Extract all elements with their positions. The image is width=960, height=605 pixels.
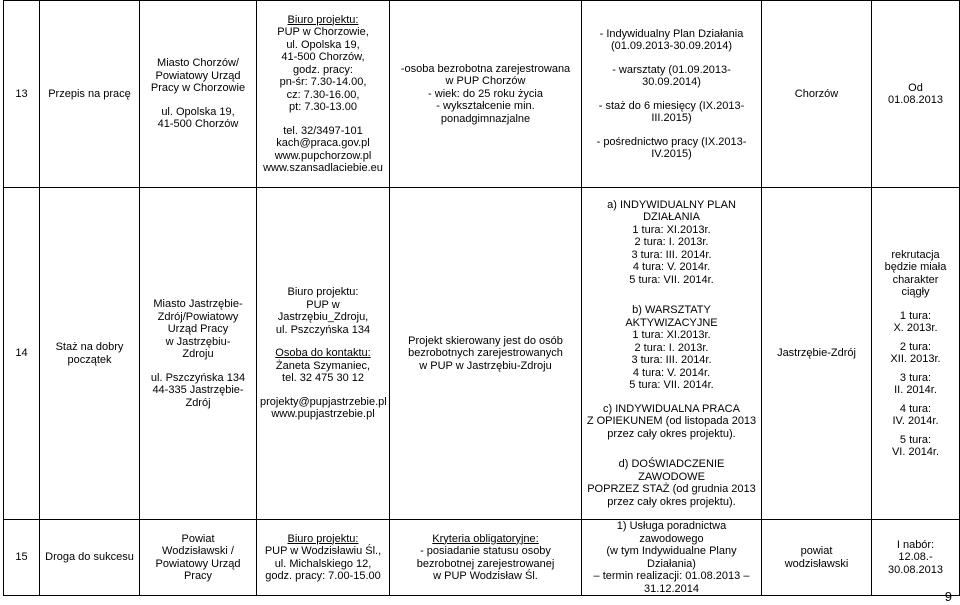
target-group: Kryteria obligatoryjne: - posiadanie statusu osoby bezrobotnej zarejestrowanej w PUP Wodzisław Śl. [390, 520, 582, 596]
row-number: 14 [4, 188, 40, 520]
table-row [4, 188, 960, 520]
area: powiat wodzisławski [762, 520, 872, 596]
project-office: Biuro projektu: PUP w Wodzisławiu Śl., ul. Michalskiego 12, godz. pracy: 7.00-15.00 [257, 520, 390, 596]
page-number: 9 [944, 589, 952, 604]
period: I nabór: 12.08.- 30.08.2013 [872, 520, 960, 596]
organization: Miasto Chorzów/ Powiatowy Urząd Pracy w Chorzowie ul. Opolska 19, 41-500 Chorzów [140, 1, 257, 188]
area: Chorzów [762, 1, 872, 188]
support-forms: a) INDYWIDUALNY PLAN DZIAŁANIA 1 tura: XI.2013r. 2 tura: I. 2013r. 3 tura: III. 2014r. 4 tura: V. 2014r. 5 tura: VII. 2014r. b) WARSZTATY AKTYWIZACYJNE 1 tura: XI.2013r. 2 tura: I. 2013r. 3 tura: III. 2014r. 4 tura: V. 2014r. 5 tura: VII. 2014r. c) INDYWIDUALNA PRACA Z OPIEKUNEM (od listopada 2013 przez cały okres projektu). d) DOŚWIADCZENIE ZAWODOWE POPRZEZ STAŻ (od grudnia 2013 przez cały okres projektu). [582, 188, 762, 520]
target-group: -osoba bezrobotna zarejestrowana w PUP Chorzów - wiek: do 25 roku życia - wykształcenie min. ponadgimnazjalne [390, 1, 582, 188]
project-office: Biuro projektu: PUP w Jastrzębiu_Zdroju, ul. Pszczyńska 134 Osoba do kontaktu: Żaneta Szymaniec, tel. 32 475 30 12 projekty@pupjastrzebie.pl www.pupjastrzebie.pl [257, 188, 390, 520]
period: Od 01.08.2013 [872, 1, 960, 188]
support-forms: 1) Usługa poradnictwa zawodowego (w tym Indywidualne Plany Działania) – termin realizacji: 01.08.2013 – 31.12.2014 [582, 520, 762, 596]
support-forms: - Indywidualny Plan Działania (01.09.2013-30.09.2014) - warsztaty (01.09.2013-30.09.2014) - staż do 6 miesięcy (IX.2013-III.2015) - pośrednictwo pracy (IX.2013-IV.2015) [582, 1, 762, 188]
table-row [4, 520, 960, 596]
table-row [4, 1, 960, 188]
project-office: Biuro projektu: PUP w Chorzowie, ul. Opolska 19, 41-500 Chorzów, godz. pracy: pn-śr: 7.30-14.00, cz: 7.30-16.00, pt: 7.30-13.00 tel. 32/3497-101 kach@praca.gov.pl www.pupchorzow.pl www.szansadlaciebie.eu [257, 1, 390, 188]
area: Jastrzębie-Zdrój [762, 188, 872, 520]
period: rekrutacja będzie miała charakter ciągły 1 tura: X. 2013r. 2 tura: XII. 2013r. 3 tura: II. 2014r. 4 tura: IV. 2014r. 5 tura: VI. 2014r. [872, 188, 960, 520]
target-group: Projekt skierowany jest do osób bezrobotnych zarejestrowanych w PUP w Jastrzębiu-Zdroju [390, 188, 582, 520]
row-number: 15 [4, 520, 40, 596]
project-name: Przepis na pracę [40, 1, 140, 188]
row-number: 13 [4, 1, 40, 188]
organization: Miasto Jastrzębie- Zdrój/Powiatowy Urząd Pracy w Jastrzębiu- Zdroju ul. Pszczyńska 134 44-335 Jastrzębie- Zdrój [140, 188, 257, 520]
project-name: Staż na dobry początek [40, 188, 140, 520]
project-name: Droga do sukcesu [40, 520, 140, 596]
organization: Powiat Wodzisławski / Powiatowy Urząd Pracy [140, 520, 257, 596]
projects-table [3, 0, 960, 596]
